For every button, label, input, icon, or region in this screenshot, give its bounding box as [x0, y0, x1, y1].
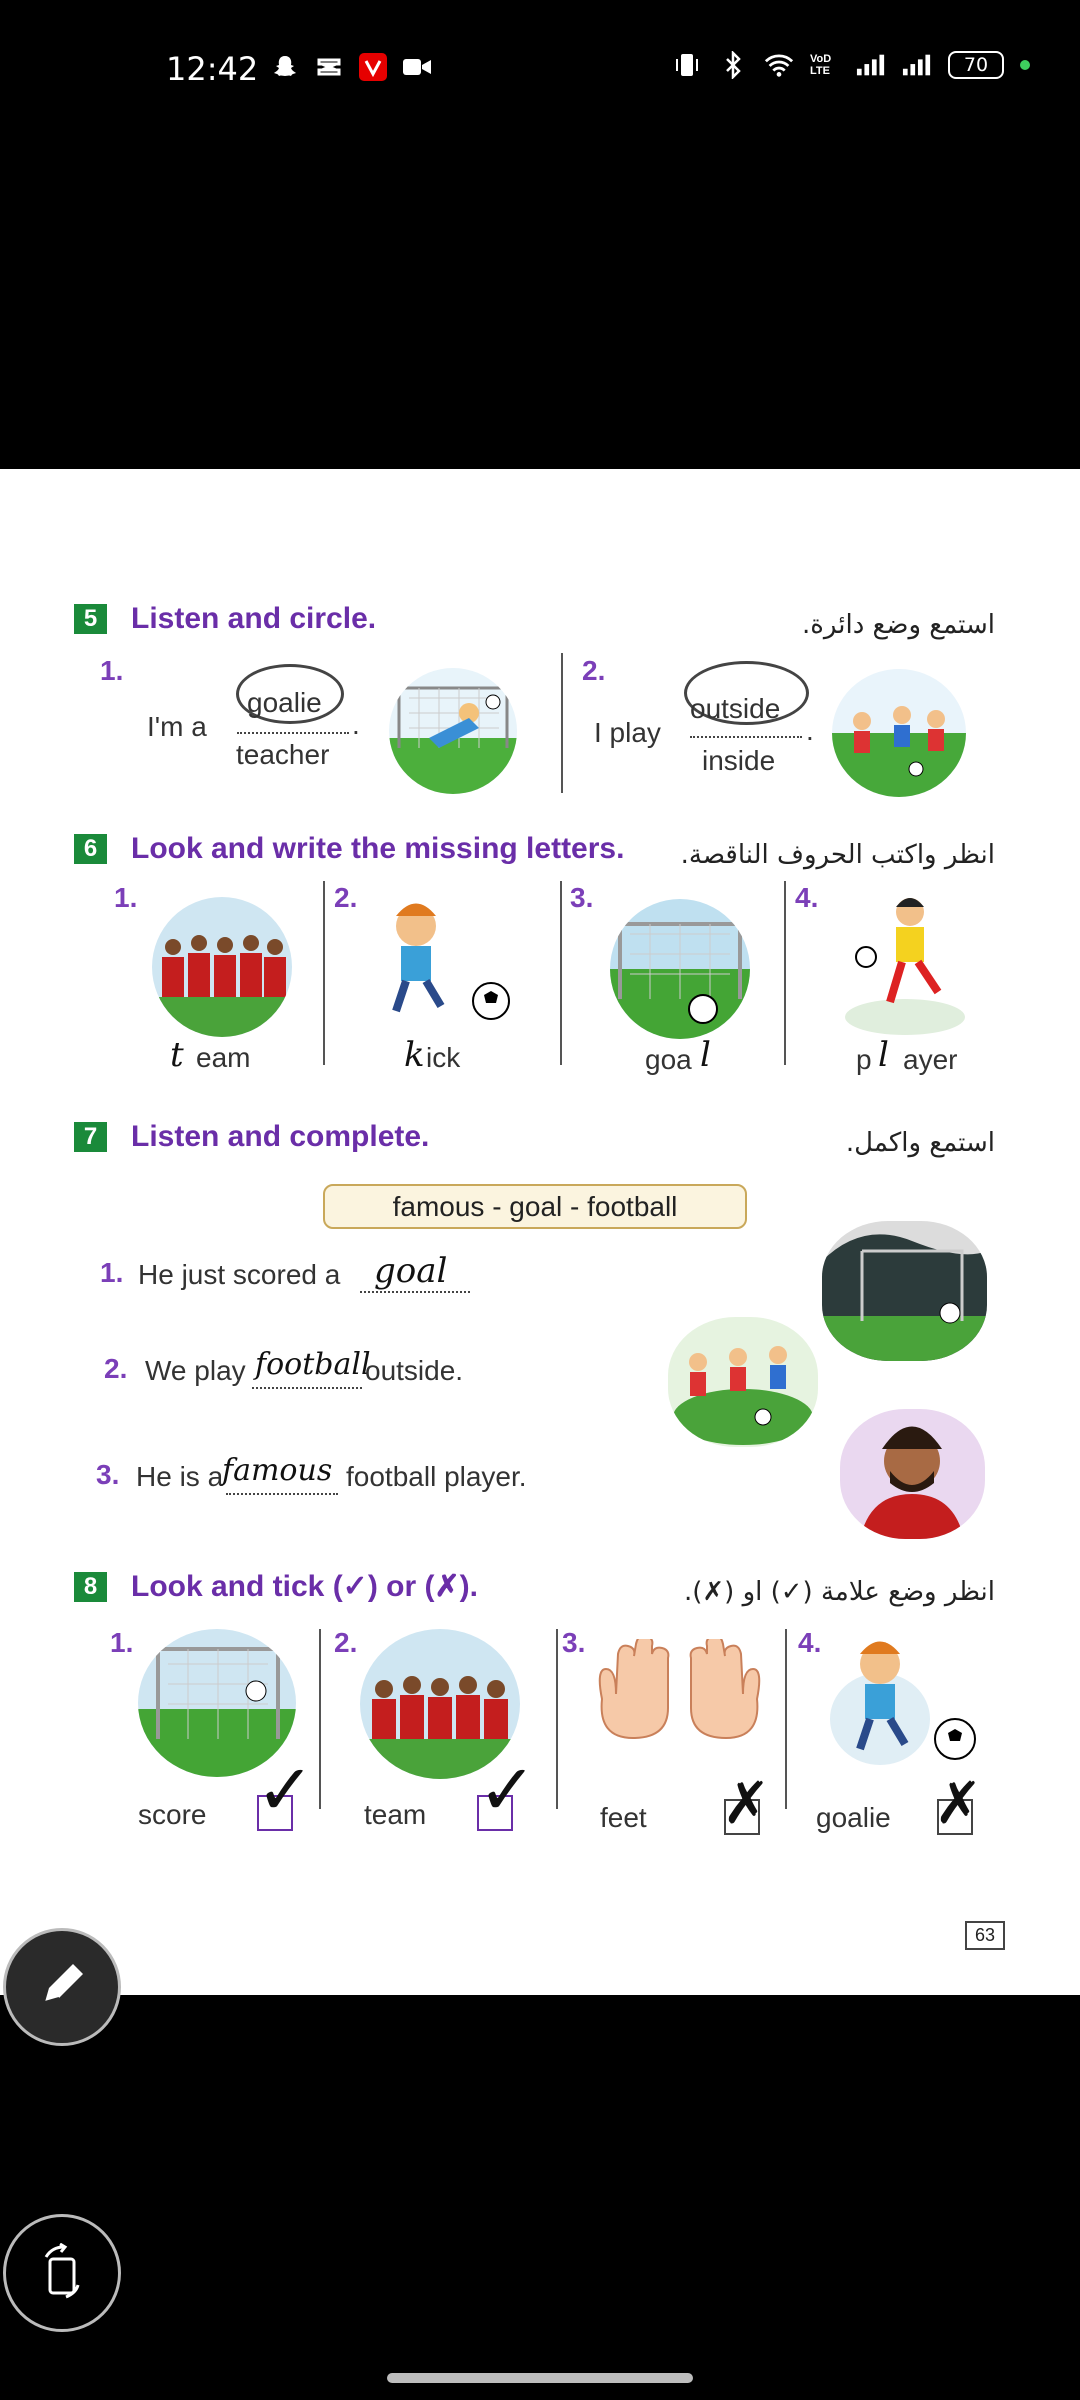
- item-number: 1.: [110, 1627, 134, 1658]
- section-arabic-instruction: انظر وضع علامة (✓) او (✗).: [683, 1577, 995, 1607]
- sentence-prefix: We play: [145, 1355, 246, 1386]
- goalie-picture: [820, 1629, 982, 1769]
- tick-word: feet: [600, 1802, 647, 1833]
- sentence-suffix: .: [806, 715, 814, 746]
- item-number: 2.: [334, 882, 358, 913]
- item-number: 1.: [100, 1257, 124, 1288]
- item-number: 4.: [798, 1627, 822, 1658]
- pencil-icon: [35, 1958, 89, 2017]
- rotate-screen-button[interactable]: [3, 2214, 121, 2332]
- kick-picture: [366, 891, 516, 1041]
- status-bar: [0, 0, 1080, 140]
- handwritten-mark: ✗: [934, 1769, 983, 1837]
- item-number: 3.: [570, 882, 594, 913]
- section-number: 7: [74, 1122, 107, 1152]
- word-rest: ayer: [903, 1044, 958, 1075]
- goal-picture: [610, 899, 750, 1039]
- vodafone-app-icon: [358, 52, 388, 82]
- section-number: 6: [74, 834, 107, 864]
- word-rest: ick: [426, 1042, 461, 1073]
- handwritten-answer: goal: [374, 1251, 448, 1291]
- section-arabic-instruction: استمع واكمل.: [845, 1128, 995, 1158]
- section-number: 8: [74, 1572, 107, 1602]
- battery-indicator: 70: [948, 51, 1004, 79]
- item-number: 2.: [334, 1627, 358, 1658]
- section-number: 5: [74, 604, 107, 634]
- option-1: outside: [690, 693, 781, 724]
- word-rest: eam: [196, 1042, 251, 1073]
- status-dot: [1020, 60, 1030, 70]
- signal-icon-2: [902, 50, 932, 80]
- answer-line: [252, 1387, 362, 1389]
- tick-word: goalie: [816, 1802, 891, 1833]
- kids-football-picture: [668, 1317, 818, 1447]
- player-picture: [840, 887, 970, 1037]
- word-bank: famous - goal - football: [323, 1184, 747, 1229]
- section-arabic-instruction: انظر واكتب الحروف الناقصة.: [680, 840, 995, 870]
- team-picture: [152, 897, 292, 1037]
- edit-button[interactable]: [3, 1928, 121, 2046]
- sentence-suffix: outside.: [365, 1355, 464, 1386]
- handwritten-letter: l: [878, 1035, 889, 1075]
- answer-line: [690, 736, 802, 738]
- handwritten-answer: famous: [222, 1453, 333, 1488]
- divider: [784, 881, 786, 1065]
- bluetooth-icon: [718, 50, 748, 80]
- handwritten-letter: l: [700, 1035, 711, 1075]
- sentence-suffix: .: [352, 709, 360, 740]
- video-camera-icon: [402, 52, 432, 82]
- snapchat-icon: [270, 52, 300, 82]
- divider: [319, 1629, 321, 1809]
- item-number: 1.: [100, 655, 124, 686]
- goalie-picture: [389, 668, 517, 794]
- handwritten-letter: k: [404, 1035, 425, 1075]
- answer-line: [360, 1291, 470, 1293]
- divider: [323, 881, 325, 1065]
- section-5-header: [74, 602, 376, 636]
- wifi-icon: [764, 50, 794, 80]
- item-number: 2.: [582, 655, 606, 686]
- goal-net-picture: [822, 1221, 987, 1361]
- sentence-prefix: I play: [594, 717, 661, 748]
- tick-word: score: [138, 1799, 207, 1830]
- divider: [561, 653, 563, 793]
- divider: [560, 881, 562, 1065]
- handwritten-mark: ✗: [722, 1769, 771, 1837]
- section-title: Listen and complete.: [131, 1120, 430, 1153]
- item-number: 2.: [104, 1353, 128, 1384]
- capcut-icon: [314, 52, 344, 82]
- signal-icon-1: [856, 50, 886, 80]
- tick-word: team: [364, 1799, 427, 1830]
- clock: 12:42: [166, 50, 259, 88]
- handwritten-letter: t: [170, 1035, 184, 1075]
- sentence-prefix: I'm a: [147, 711, 207, 742]
- section-title: Look and tick (✓) or (✗).: [131, 1570, 478, 1603]
- section-arabic-instruction: استمع وضع دائرة.: [802, 610, 995, 640]
- answer-line: [226, 1493, 338, 1495]
- notification-icons: [270, 52, 432, 82]
- item-number: 3.: [96, 1459, 120, 1490]
- option-2: teacher: [236, 739, 330, 770]
- rotate-icon: [34, 2243, 90, 2304]
- handwritten-mark: ✓: [256, 1749, 315, 1831]
- handwritten-mark: ✓: [478, 1749, 537, 1831]
- section-8-header: [74, 1569, 478, 1604]
- famous-player-picture: [840, 1409, 985, 1539]
- workbook-page: [0, 469, 1080, 1995]
- word-prefix: p: [856, 1044, 872, 1075]
- section-title: Listen and circle.: [131, 602, 377, 635]
- handwritten-answer: football: [255, 1347, 371, 1382]
- divider: [556, 1629, 558, 1809]
- page-number: 63: [965, 1921, 1005, 1950]
- network-type-label: VoD LTE: [810, 53, 832, 77]
- section-title: Look and write the missing letters.: [131, 832, 625, 865]
- option-1: goalie: [247, 687, 322, 718]
- item-number: 3.: [562, 1627, 586, 1658]
- home-gesture-bar[interactable]: [387, 2373, 693, 2383]
- kids-playing-picture: [832, 669, 966, 797]
- sentence-prefix: He is a: [136, 1461, 224, 1492]
- sentence-suffix: football player.: [346, 1461, 527, 1492]
- option-2: inside: [702, 745, 776, 776]
- vibrate-icon: [672, 50, 702, 80]
- sentence-prefix: He just scored a: [138, 1259, 341, 1290]
- word-prefix: goa: [645, 1044, 692, 1075]
- item-number: 1.: [114, 882, 138, 913]
- divider: [785, 1629, 787, 1809]
- hands-picture: [592, 1639, 767, 1759]
- system-icons: [672, 50, 1030, 80]
- section-7-header: [74, 1120, 429, 1154]
- item-number: 4.: [795, 882, 819, 913]
- section-6-header: [74, 832, 624, 866]
- answer-line: [237, 732, 349, 734]
